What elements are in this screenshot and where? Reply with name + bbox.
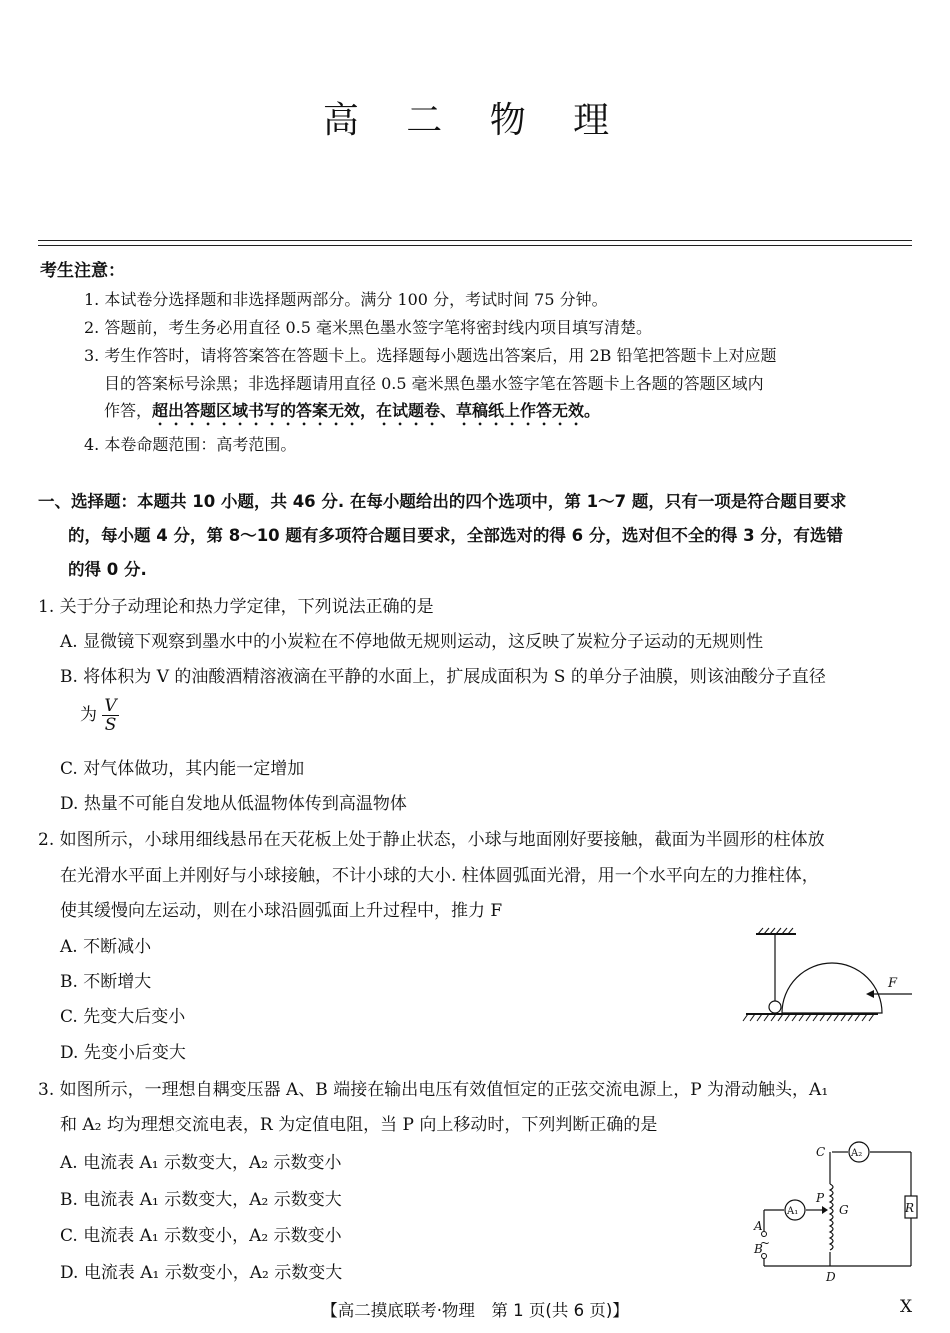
half-cylinder [782, 963, 882, 1013]
label-a1: A₁ [787, 1206, 799, 1217]
notice-title: 考生注意： [40, 261, 125, 281]
q3-option-c: C. 电流表 A₁ 示数变小，A₂ 示数变小 [60, 1226, 342, 1246]
q3-option-d: D. 电流表 A₁ 示数变小，A₂ 示数变大 [60, 1263, 343, 1283]
notice-item-3: 3. 考生作答时，请将答案答在答题卡上。选择题每小题选出答案后，用 2B 铅笔把答题卡上对应题 [84, 346, 777, 365]
q2-option-c: C. 先变大后变小 [60, 1007, 186, 1027]
label-b: B [754, 1242, 763, 1256]
label-g: G [839, 1203, 849, 1217]
force-label: F [888, 976, 898, 991]
label-tilde: ~ [760, 1236, 771, 1250]
notice-item-3-cont: 目的答案标号涂黑；非选择题请用直径 0.5 毫米黑色墨水签字笔在答题卡上各题的答题区域内 [104, 374, 764, 393]
label-p: P [816, 1191, 825, 1205]
notice-item-3-end [104, 398, 600, 429]
q3-option-b: B. 电流表 A₁ 示数变大，A₂ 示数变大 [60, 1190, 342, 1210]
q2-option-d: D. 先变小后变大 [60, 1043, 186, 1063]
page-footer: 【高二摸底联考·物理 第 1 页(共 6 页)】 [321, 1301, 629, 1320]
header-divider-top [38, 240, 912, 241]
q2-stem-line-2: 在光滑水平面上并刚好与小球接触，不计小球的大小. 柱体圆弧面光滑，用一个水平向左的力推柱体， [60, 866, 819, 886]
q3-option-a: A. 电流表 A₁ 示数变大，A₂ 示数变小 [60, 1153, 342, 1173]
label-d: D [826, 1270, 836, 1284]
ball [769, 1001, 781, 1013]
label-a2: A₂ [851, 1148, 863, 1159]
q2-option-b: B. 不断增大 [60, 972, 152, 992]
q1-option-c: C. 对气体做功，其内能一定增加 [60, 759, 305, 779]
notice-item-3-prefix: 作答， [104, 401, 153, 420]
page-title: 高 二 物 理 [322, 100, 628, 141]
q1-option-a: A. 显微镜下观察到墨水中的小炭粒在不停地做无规则运动，这反映了炭粒分子运动的无规则性 [60, 632, 764, 652]
notice-item-1: 1. 本试卷分选择题和非选择题两部分。满分 100 分，考试时间 75 分钟。 [84, 290, 608, 309]
q1-option-b-prefix: 为 [80, 705, 97, 725]
q1-option-d: D. 热量不可能自发地从低温物体传到高温物体 [60, 794, 407, 814]
q1-option-b-fraction-line [80, 697, 119, 734]
q2-stem-line-1: 2. 如图所示，小球用细线悬吊在天花板上处于静止状态，小球与地面刚好要接触，截面为半圆形的柱体放 [38, 830, 825, 850]
q2-option-a: A. 不断减小 [60, 937, 152, 957]
q3-figure [752, 1140, 922, 1285]
section-heading-line-1: 一、选择题：本题共 10 小题，共 46 分. 在每小题给出的四个选项中，第 1～7 题，只有一项是符合题目要求 [38, 492, 847, 511]
slider-arrow-icon [822, 1206, 828, 1214]
q1-option-b: B. 将体积为 V 的油酸酒精溶液滴在平静的水面上，扩展成面积为 S 的单分子油膜，则该油酸分子直径 [60, 667, 826, 687]
fraction-denominator: S [104, 715, 117, 735]
q3-stem-line-1: 3. 如图所示，一理想自耦变压器 A、B 端接在输出电压有效值恒定的正弦交流电源上，P 为滑动触头，A₁ [38, 1080, 829, 1100]
footer-mark: X [900, 1297, 913, 1317]
label-r: R [905, 1201, 915, 1215]
q2-stem-line-3: 使其缓慢向左运动，则在小球沿圆弧面上升过程中，推力 F [60, 901, 503, 921]
q1-stem: 1. 关于分子动理论和热力学定律，下列说法正确的是 [38, 597, 434, 617]
section-heading-line-3: 的得 0 分. [68, 560, 147, 579]
q3-stem-line-2: 和 A₂ 均为理想交流电表，R 为定值电阻，当 P 向上移动时，下列判断正确的是 [60, 1115, 658, 1135]
notice-emphasis: 超出答题区域书写的答案无效，在试题卷、草稿纸上作答无效。 [152, 401, 601, 420]
label-a: A [754, 1219, 763, 1233]
notice-item-4: 4. 本卷命题范围：高考范围。 [84, 435, 297, 454]
label-c: C [816, 1145, 826, 1159]
fraction-numerator: V [104, 696, 117, 716]
ground-hatch [743, 1014, 874, 1021]
section-heading-line-2: 的，每小题 4 分，第 8～10 题有多项符合题目要求，全部选对的得 6 分，选对但不全的得 3 分，有选错 [68, 526, 843, 545]
q2-figure [738, 926, 918, 1026]
header-divider-bottom [38, 245, 912, 246]
transformer-coil [830, 1184, 833, 1250]
notice-item-2: 2. 答题前，考生务必用直径 0.5 毫米黑色墨水签字笔将密封线内项目填写清楚。 [84, 318, 652, 337]
q1-fraction [102, 697, 118, 734]
